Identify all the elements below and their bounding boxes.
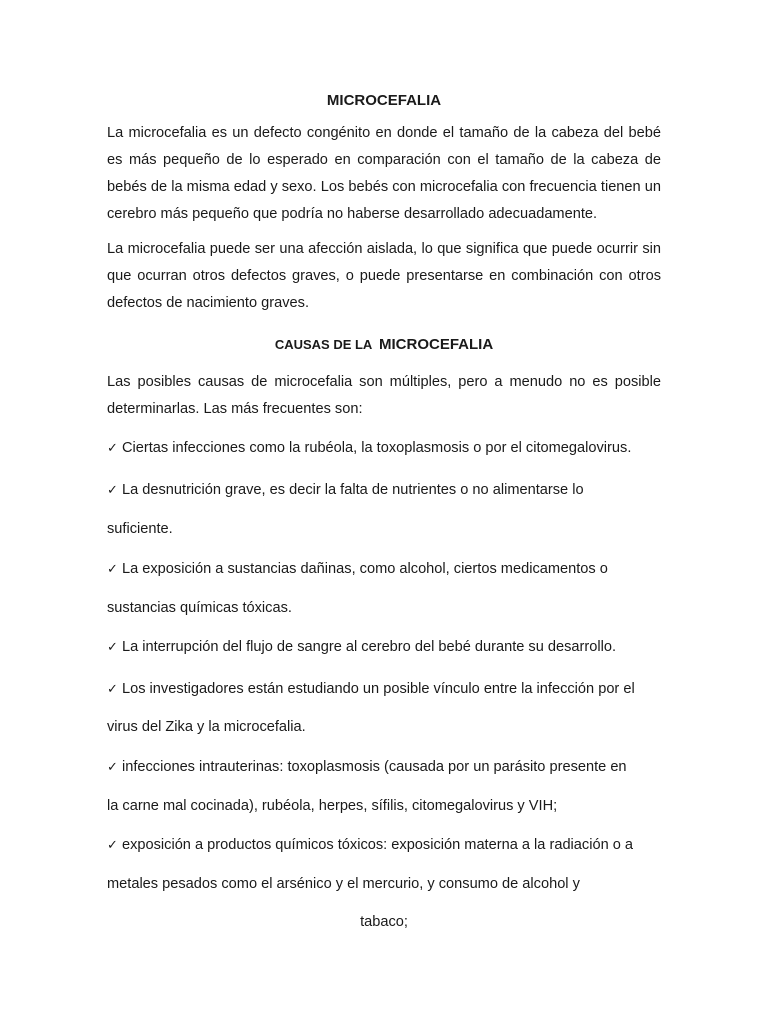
cause-item-continuation: virus del Zika y la microcefalia. [107, 719, 306, 735]
paragraph-isolated-condition: La microcefalia puede ser una afección aislada, lo que significa que puede ocurrir sin que ocurran otros defectos graves, o puede presentarse en combinación con otros defectos de nacimiento graves. [107, 241, 661, 311]
cause-item-text: Ciertas infecciones como la rubéola, la toxoplasmosis o por el citomegalovirus. [121, 440, 632, 456]
cause-item-toxic-chemicals [107, 835, 661, 856]
cause-item-malnutrition [107, 480, 661, 501]
checkmark-icon: ✓ [107, 838, 118, 853]
section-heading-prefix: CAUSAS DE LA [274, 337, 373, 352]
cause-item-text: La desnutrición grave, es decir la falta de nutrientes o no alimentarse lo [121, 482, 584, 498]
cause-item-text: exposición a productos químicos tóxicos: exposición materna a la radiación o a [121, 837, 634, 853]
cause-item-continuation: metales pesados como el arsénico y el mercurio, y consumo de alcohol y [107, 876, 580, 892]
checkmark-icon: ✓ [107, 760, 118, 775]
checkmark-icon: ✓ [107, 682, 118, 697]
cause-item-text: La interrupción del flujo de sangre al cerebro del bebé durante su desarrollo. [121, 639, 617, 655]
section-heading-causes [107, 332, 661, 355]
paragraph-definition: La microcefalia es un defecto congénito en donde el tamaño de la cabeza del bebé es más pequeño de lo esperado en comparación con el tamaño de la cabeza de bebés de la misma edad y sexo. Los bebés con microcefalia con frecuencia tienen un cerebro más pequeño que podría no haberse desarrollado adecuadamente. [107, 125, 661, 222]
cause-item-blood-flow [107, 637, 661, 658]
cause-item-continuation: la carne mal cocinada), rubéola, herpes, sífilis, citomegalovirus y VIH; [107, 798, 558, 814]
cause-item-text: Los investigadores están estudiando un posible vínculo entre la infección por el [121, 681, 635, 697]
checkmark-icon: ✓ [107, 483, 118, 498]
cause-item-infections [107, 438, 661, 459]
checkmark-icon: ✓ [107, 562, 118, 577]
cause-item-continuation: sustancias químicas tóxicas. [107, 600, 292, 616]
cause-item-harmful-substances [107, 559, 661, 580]
document-page [107, 0, 661, 1024]
cause-item-intrauterine-infections [107, 757, 661, 778]
cause-item-continuation: suficiente. [107, 521, 173, 537]
cause-item-continuation-centered: tabaco; [360, 914, 408, 930]
document-title: MICROCEFALIA [326, 92, 442, 109]
section-heading-main: MICROCEFALIA [379, 336, 494, 353]
cause-item-text: infecciones intrauterinas: toxoplasmosis (causada por un parásito presente en [121, 759, 627, 775]
cause-item-zika [107, 679, 661, 700]
checkmark-icon: ✓ [107, 640, 118, 655]
paragraph-causes-intro: Las posibles causas de microcefalia son múltiples, pero a menudo no es posible determinarlas. Las más frecuentes son: [107, 374, 661, 417]
cause-item-text: La exposición a sustancias dañinas, como alcohol, ciertos medicamentos o [121, 561, 608, 577]
checkmark-icon: ✓ [107, 441, 118, 456]
